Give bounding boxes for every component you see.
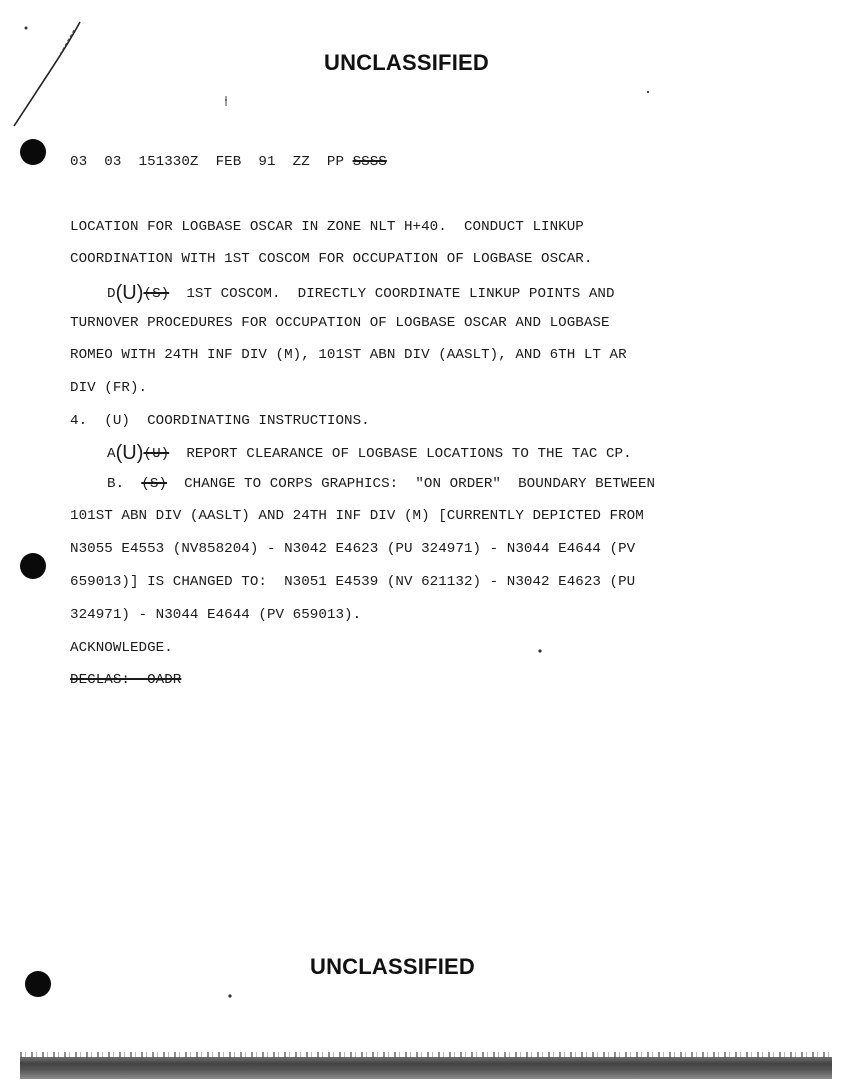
header-text: 03 03 151330Z FEB 91 ZZ PP xyxy=(70,154,353,170)
struck-classification: (U) xyxy=(143,446,170,462)
body-line: COORDINATION WITH 1ST COSCOM FOR OCCUPATION OF LOGBASE OSCAR. xyxy=(70,251,593,267)
declassification-line: DECLAS: OADR xyxy=(70,672,182,688)
classification-marking-bottom: UNCLASSIFIED xyxy=(310,954,475,979)
paragraph-letter: D xyxy=(107,286,116,302)
body-line: 659013)] IS CHANGED TO: N3051 E4539 (NV 621132) - N3042 E4623 (PU xyxy=(70,574,636,590)
scan-edge-bar xyxy=(20,1057,832,1079)
paragraph-b-line xyxy=(107,476,655,492)
body-line: N3055 E4553 (NV858204) - N3042 E4623 (PU 324971) - N3044 E4644 (PV xyxy=(70,541,636,557)
paragraph-text: CHANGE TO CORPS GRAPHICS: "ON ORDER" BOUNDARY BETWEEN xyxy=(166,476,656,492)
punch-hole-mark xyxy=(25,971,51,997)
punch-hole-mark xyxy=(20,553,46,579)
struck-classification: (S) xyxy=(141,476,167,492)
classification-marking-top: UNCLASSIFIED xyxy=(324,50,489,75)
body-line: ROMEO WITH 24TH INF DIV (M), 101ST ABN DIV (AASLT), AND 6TH LT AR xyxy=(70,347,627,363)
acknowledge-line: ACKNOWLEDGE. xyxy=(70,640,173,656)
message-header-line xyxy=(70,154,387,170)
handwritten-marking: (U) xyxy=(115,442,144,464)
header-struck-classification: SSSS xyxy=(352,154,387,170)
body-line: 324971) - N3044 E4644 (PV 659013). xyxy=(70,607,362,623)
paragraph-d-line xyxy=(107,283,615,303)
paragraph-text: REPORT CLEARANCE OF LOGBASE LOCATIONS TO THE TAC CP. xyxy=(169,446,632,462)
struck-classification: (S) xyxy=(143,286,170,302)
section-heading: 4. (U) COORDINATING INSTRUCTIONS. xyxy=(70,413,370,429)
paragraph-a-line xyxy=(107,443,632,463)
paragraph-text: 1ST COSCOM. DIRECTLY COORDINATE LINKUP POINTS AND xyxy=(169,286,615,302)
handwritten-marking: (U) xyxy=(115,282,144,304)
body-line: LOCATION FOR LOGBASE OSCAR IN ZONE NLT H+40. CONDUCT LINKUP xyxy=(70,219,584,235)
body-line: DIV (FR). xyxy=(70,380,148,396)
paragraph-letter: A xyxy=(107,446,116,462)
body-line: 101ST ABN DIV (AASLT) AND 24TH INF DIV (M) [CURRENTLY DEPICTED FROM xyxy=(70,508,644,524)
paragraph-letter: B. xyxy=(107,476,142,492)
body-line: TURNOVER PROCEDURES FOR OCCUPATION OF LOGBASE OSCAR AND LOGBASE xyxy=(70,315,610,331)
